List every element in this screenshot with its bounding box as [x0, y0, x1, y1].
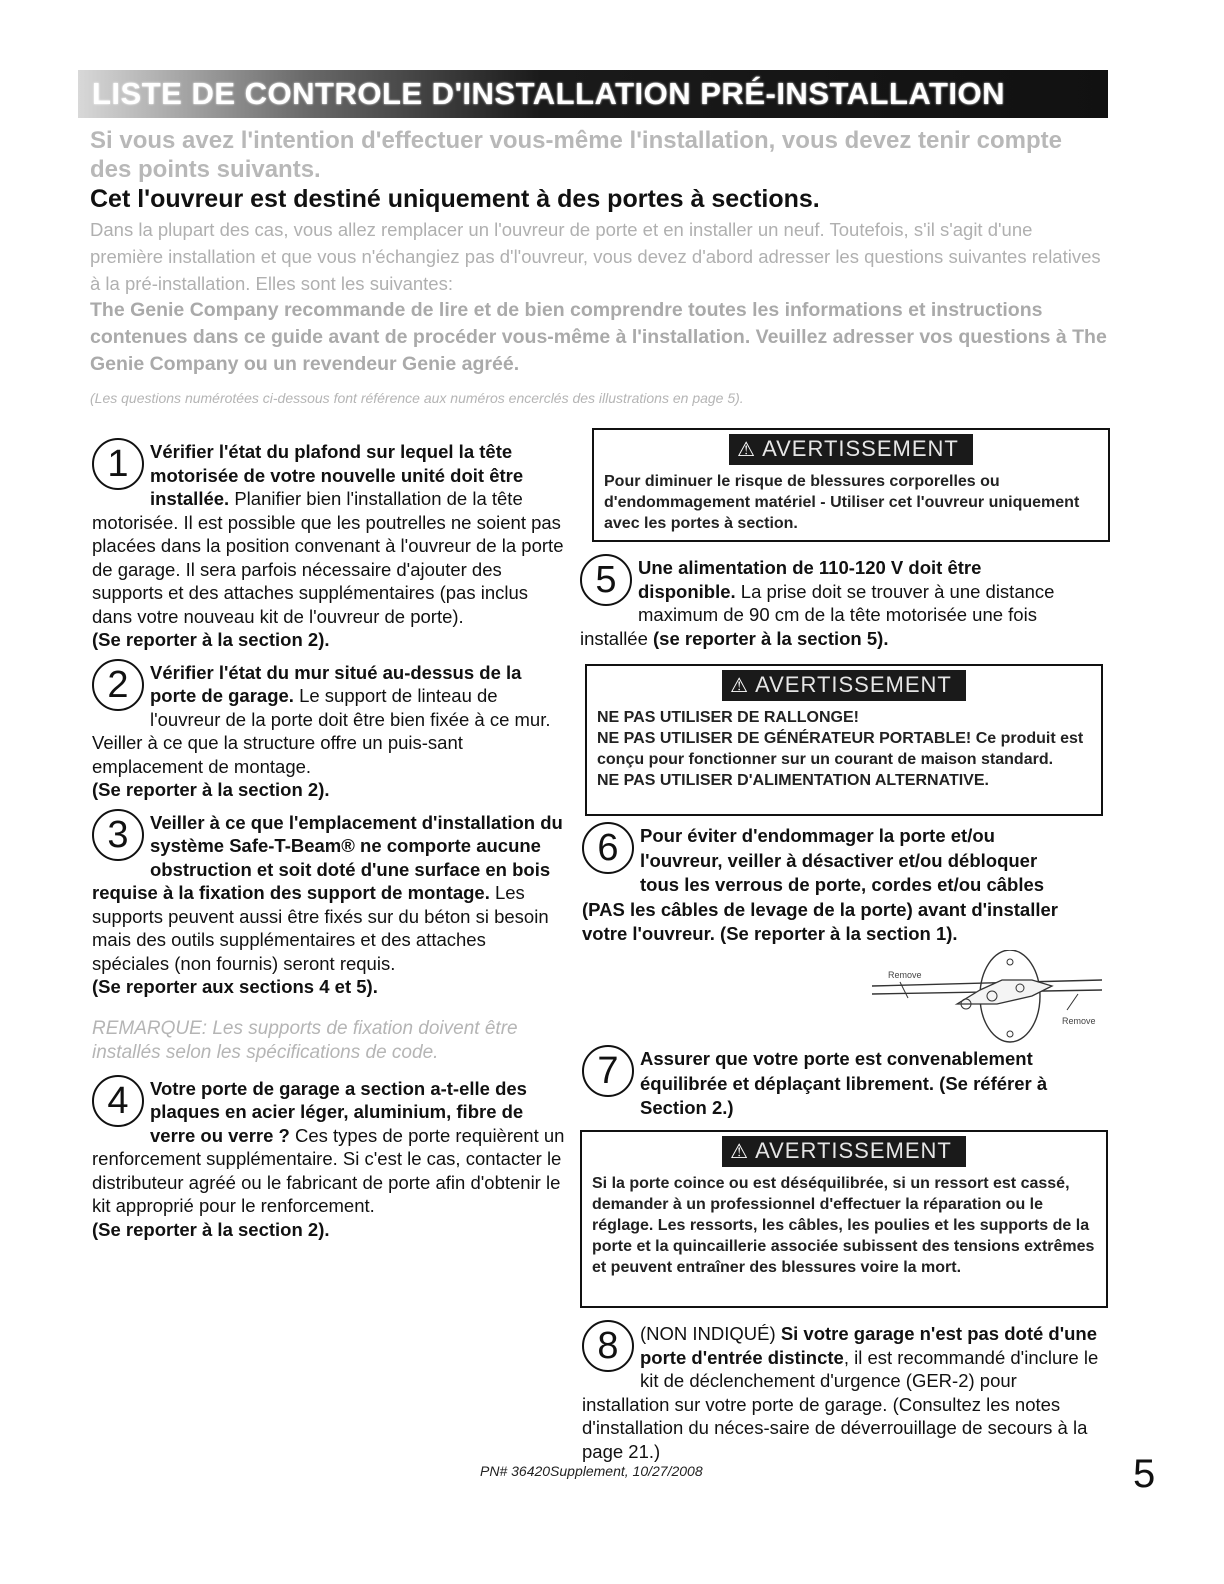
number-circle-2: 2 — [92, 659, 144, 711]
number-circle-1: 1 — [92, 438, 144, 490]
item-4-text: Ces types de porte requièrent un renforcement supplémentaire. Si c'est le cas, contacter le distributeur agréé ou le fabricant de porte afin d'obtenir le kit approprié pour le renforcement. — [92, 1124, 565, 1216]
item-1-text: Planifier bien l'installation de la tête motorisée. Il est possible que les poutrelles ne soient pas placées dans la position convenant à l'ouvreur de la porte de garage. Il sera parfois nécessaire d'ajouter des supports et des attaches supplémentaires (pas inclus dans votre nouveau kit de l'ouvreur de porte). — [92, 488, 564, 627]
checklist-item-5 — [580, 556, 1080, 650]
warning-header-2 — [722, 670, 966, 701]
intro-line-1: Si vous avez l'intention d'effectuer vous-même l'installation, vous devez tenir compte des points suivants. — [90, 127, 1063, 183]
checklist-item-1 — [92, 440, 566, 652]
warning-box-3 — [580, 1130, 1108, 1308]
checklist-item-8 — [582, 1322, 1102, 1463]
warning-line-3: NE PAS UTILISER D'ALIMENTATION ALTERNATIVE. — [597, 772, 989, 789]
item-8-prefix: (NON INDIQUÉ) — [640, 1323, 781, 1344]
item-4-heading: Votre porte de garage a section a-t-elle des plaques en acier léger, aluminium, fibre de verre ou verre ? — [150, 1077, 527, 1146]
warning-header-3 — [722, 1136, 966, 1167]
warning-triangle-icon: ⚠ — [730, 675, 750, 697]
item-4-reference: (Se reporter à la section 2). — [92, 1218, 330, 1240]
number-circle-4: 4 — [92, 1075, 144, 1127]
intro-paragraph-1: Dans la plupart des cas, vous allez remplacer un l'ouvreur de porte et en installer un neuf. Toutefois, s'il s'agit d'une première installation et que vous n'échangiez pas d'l'ouvreur, vous devez d'abord adresser les questions suivantes relatives à la pré-installation. Elles sont les suivantes: — [90, 219, 1101, 294]
checklist-item-3 — [92, 811, 566, 999]
warning-title-3: AVERTISSEMENT — [755, 1138, 952, 1163]
item-1-reference: (Se reporter à la section 2). — [92, 629, 330, 650]
number-circle-5: 5 — [580, 554, 632, 606]
warning-box-1 — [592, 428, 1110, 542]
item-8-heading: Si votre garage n'est pas doté d'une porte d'entrée distincte — [640, 1323, 1097, 1368]
remarque-note: REMARQUE: Les supports de fixation doivent être installés selon les spécifications de code. — [92, 1017, 518, 1063]
item-5-heading: Une alimentation de 110-120 V doit être disponible. — [638, 557, 982, 602]
item-1-heading: Vérifier l'état du plafond sur lequel la tête motorisée de votre nouvelle unité doit être installée. — [150, 441, 524, 509]
warning-body-1: Pour diminuer le risque de blessures corporelles ou d'endommagement matériel - Utiliser cet l'ouvreur uniquement avec les portes à section. — [604, 473, 1080, 532]
number-circle-6: 6 — [582, 822, 634, 874]
number-circle-7: 7 — [582, 1045, 634, 1097]
checklist-item-6 — [582, 824, 1062, 947]
page-banner-title: LISTE DE CONTROLE D'INSTALLATION PRÉ-INSTALLATION — [78, 70, 1108, 118]
checklist-item-7 — [582, 1047, 1082, 1121]
footer-part-number: PN# 36420Supplement, 10/27/2008 — [480, 1463, 703, 1479]
warning-header-1 — [729, 434, 973, 465]
warning-box-2 — [585, 664, 1103, 816]
item-2-heading: Vérifier l'état du mur situé au-dessus de la porte de garage. — [150, 661, 522, 706]
item-3-text: Les supports peuvent aussi être fixés sur du béton si besoin mais des outils supplémentaires et des attaches spéciales (non fournis) seront requis. — [92, 882, 549, 974]
warning-title-2: AVERTISSEMENT — [755, 672, 952, 697]
item-5-reference: (se reporter à la section 5). — [653, 627, 889, 649]
intro-paragraph-2: The Genie Company recommande de lire et de bien comprendre toutes les informations et instructions contenues dans ce guide avant de procéder vous-même à l'installation. Veuillez adresser vos questions à The Genie Company ou un revendeur Genie agréé. — [90, 299, 1107, 375]
intro-section — [90, 126, 1110, 406]
number-circle-8: 8 — [582, 1320, 634, 1372]
warning-triangle-icon: ⚠ — [730, 1141, 750, 1163]
item-2-text: Le support de linteau de l'ouvreur de la porte doit être bien fixée à ce mur. Veiller à ce que la structure offre un puis-sant emplacement de montage. — [92, 685, 551, 777]
lock-removal-illustration — [862, 950, 1108, 1050]
item-5-text: La prise doit se trouver à une distance maximum de 90 cm de la tête motorisée une fois installée — [580, 580, 1055, 649]
warning-line-2: NE PAS UTILISER DE GÉNÉRATEUR PORTABLE! Ce produit est conçu pour fonctionner sur un courant de maison standard. — [597, 730, 1084, 768]
item-7-heading: Assurer que votre porte est convenablement équilibrée et déplaçant librement. (Se référer à Section 2.) — [640, 1048, 1048, 1118]
item-8-text: , il est recommandé d'inclure le kit de déclenchement d'urgence (GER-2) pour installation sur votre porte de garage. (Consultez les notes d'installation du néces-saire de déverrouillage de secours à la page 21.) — [582, 1346, 1099, 1462]
warning-triangle-icon: ⚠ — [737, 439, 757, 461]
checklist-item-2 — [92, 661, 566, 802]
number-circle-3: 3 — [92, 809, 144, 861]
item-6-heading: Pour éviter d'endommager la porte et/ou l'ouvreur, veiller à désactiver et/ou débloquer tous les verrous de porte, cordes et/ou câbles (PAS les câbles de levage de la porte) avant d'installer votre l'ouvreur. (Se reporter à la section 1). — [582, 825, 1058, 944]
left-column — [92, 440, 566, 1241]
remove-label-right: Remove — [1062, 1016, 1096, 1026]
item-3-heading: Veiller à ce que l'emplacement d'installation du système Safe-T-Beam® ne comporte aucune obstruction et soit doté d'une surface en bois requise à la fixation des support de montage. — [92, 811, 563, 903]
item-2-reference: (Se reporter à la section 2). — [92, 779, 330, 800]
remove-label-left: Remove — [888, 970, 922, 980]
item-3-reference: (Se reporter aux sections 4 et 5). — [92, 976, 378, 997]
checklist-item-4 — [92, 1077, 566, 1242]
warning-title-1: AVERTISSEMENT — [762, 436, 959, 461]
intro-line-2: Cet l'ouvreur est destiné uniquement à des portes à sections. — [90, 185, 820, 213]
warning-line-1: NE PAS UTILISER DE RALLONGE! — [597, 709, 859, 726]
page-number: 5 — [1133, 1452, 1156, 1496]
warning-body-3: Si la porte coince ou est déséquilibrée, si un ressort est cassé, demander à un professionnel d'effectuer la réparation ou le réglage. Les ressorts, les câbles, les poulies et les supports de la porte et la quincaillerie associée subissent des tensions extrêmes et peuvent entraîner des blessures voire la mort. — [592, 1175, 1095, 1276]
intro-note: (Les questions numérotées ci-dessous font référence aux numéros encerclés des illustrations en page 5). — [90, 390, 744, 406]
